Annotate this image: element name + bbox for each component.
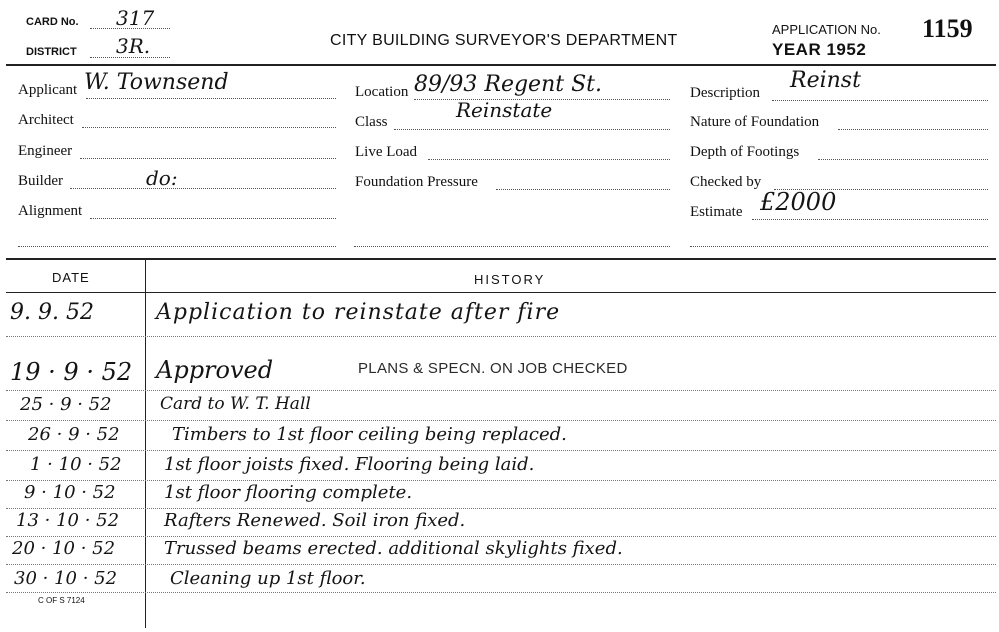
applicant-label: Applicant	[18, 82, 78, 98]
class-label: Class	[355, 114, 388, 130]
builder-value: do:	[146, 166, 178, 190]
class-line	[394, 129, 670, 130]
history-header-rule	[6, 292, 996, 293]
depth-of-footings-label: Depth of Footings	[690, 144, 800, 160]
card-no-label: CARD No.	[26, 16, 79, 28]
history-text: 1st floor joists fixed. Flooring being laid.	[164, 454, 535, 475]
application-no-value: 1159	[922, 14, 973, 43]
date-column-divider	[145, 258, 146, 628]
location-value: 89/93 Regent St.	[414, 72, 602, 97]
description-value: Reinst	[790, 68, 861, 93]
engineer-line	[80, 158, 336, 159]
history-row-line	[6, 420, 996, 421]
blank-line-1	[18, 246, 336, 247]
foundation-pressure-label: Foundation Pressure	[355, 174, 478, 190]
history-date: 9. 9. 52	[10, 300, 94, 325]
history-date: 9 · 10 · 52	[24, 482, 116, 503]
history-date: 25 · 9 · 52	[20, 394, 112, 415]
history-text: Application to reinstate after fire	[156, 300, 561, 325]
architect-line	[82, 127, 336, 128]
nature-of-foundation-line	[838, 129, 988, 130]
history-text: Card to W. T. Hall	[160, 394, 311, 414]
estimate-value: £2000	[760, 188, 837, 216]
date-header: DATE	[52, 270, 90, 285]
history-top-rule	[6, 258, 996, 260]
builder-line	[70, 188, 336, 189]
applicant-line	[86, 98, 336, 99]
history-row-line	[6, 564, 996, 565]
estimate-line	[752, 219, 988, 220]
history-date: 19 · 9 · 52	[10, 358, 133, 386]
department-title: CITY BUILDING SURVEYOR'S DEPARTMENT	[330, 32, 678, 49]
class-value: Reinstate	[456, 98, 553, 122]
blank-line-2	[354, 246, 670, 247]
history-row-line	[6, 536, 996, 537]
builder-label: Builder	[18, 173, 63, 189]
history-row-line	[6, 592, 996, 593]
history-text: Cleaning up 1st floor.	[170, 568, 366, 589]
application-no-label: APPLICATION No.	[772, 22, 881, 37]
history-date: 26 · 9 · 52	[28, 424, 120, 445]
history-row-line	[6, 508, 996, 509]
description-line	[772, 100, 988, 101]
architect-label: Architect	[18, 112, 74, 128]
history-header: HISTORY	[474, 272, 546, 287]
estimate-label: Estimate	[690, 204, 743, 220]
checked-by-label: Checked by	[690, 174, 762, 190]
history-row-line	[6, 336, 996, 337]
district-value: 3R.	[116, 34, 151, 58]
history-row-line	[6, 390, 996, 391]
alignment-label: Alignment	[18, 203, 83, 219]
depth-of-footings-line	[818, 159, 988, 160]
history-date: 13 · 10 · 52	[16, 510, 120, 531]
history-text: Trussed beams erected. additional skylights fixed.	[164, 538, 623, 559]
nature-of-foundation-label: Nature of Foundation	[690, 114, 820, 130]
live-load-label: Live Load	[355, 144, 418, 160]
foundation-pressure-line	[496, 189, 670, 190]
applicant-value: W. Townsend	[84, 70, 229, 95]
history-row-line	[6, 450, 996, 451]
card-no-value: 317	[116, 6, 155, 30]
district-label: DISTRICT	[26, 46, 77, 58]
blank-line-3	[690, 246, 988, 247]
checked-stamp: PLANS & SPECN. ON JOB CHECKED	[358, 360, 628, 377]
header-divider	[6, 64, 996, 66]
form-code: C OF S 7124	[38, 596, 85, 605]
history-date: 1 · 10 · 52	[30, 454, 122, 475]
history-date: 20 · 10 · 52	[12, 538, 116, 559]
history-text: 1st floor flooring complete.	[164, 482, 413, 503]
engineer-label: Engineer	[18, 143, 73, 159]
alignment-line	[90, 218, 336, 219]
history-text: Approved	[156, 356, 274, 384]
history-date: 30 · 10 · 52	[14, 568, 118, 589]
history-text: Rafters Renewed. Soil iron fixed.	[164, 510, 466, 531]
live-load-line	[428, 159, 670, 160]
location-label: Location	[355, 84, 409, 100]
description-label: Description	[690, 85, 760, 101]
history-text: Timbers to 1st floor ceiling being replaced.	[172, 424, 567, 445]
year-label: YEAR 1952	[772, 40, 867, 59]
history-row-line	[6, 480, 996, 481]
